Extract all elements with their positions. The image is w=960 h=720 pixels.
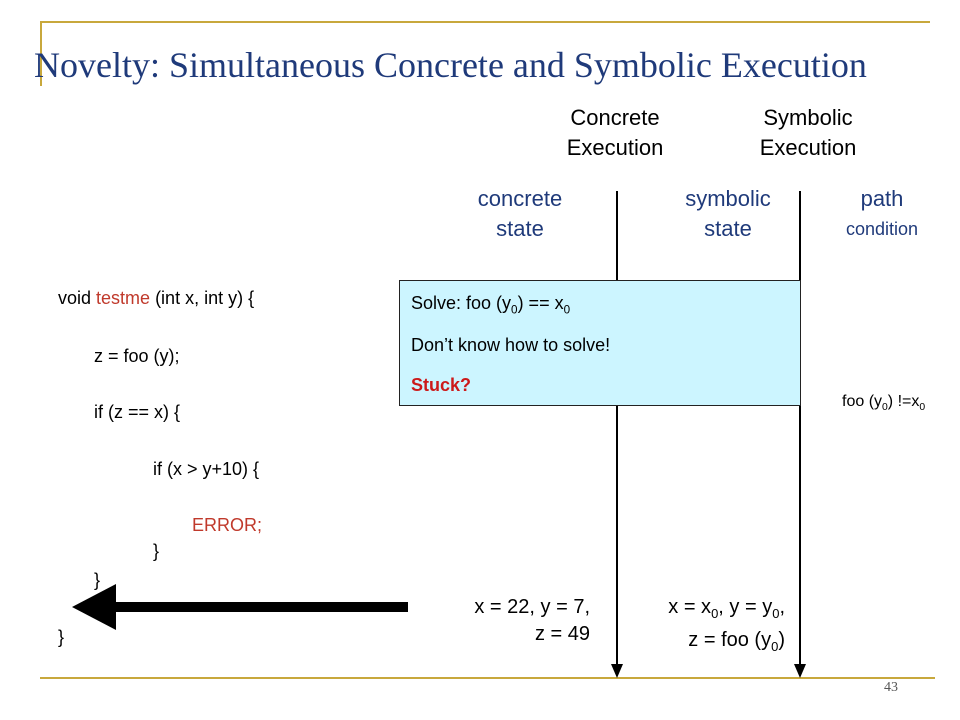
- symbolic-exec-arrowhead: [794, 664, 806, 678]
- pc-pre: foo (y: [842, 393, 883, 410]
- concrete-state-values: [430, 594, 590, 648]
- sym-l1-sub2: 0: [772, 606, 780, 621]
- concrete-execution-header-line1: Concrete: [570, 105, 660, 130]
- sym-l2-sub: 0: [771, 639, 779, 654]
- sym-l1-a: x = x: [668, 596, 712, 618]
- solve-text-pre: Solve: foo (y: [411, 293, 512, 313]
- solve-sub-1: 0: [511, 303, 518, 317]
- path-condition-label: [812, 184, 952, 244]
- code-line-2: z = foo (y);: [94, 346, 180, 366]
- concrete-execution-header: [540, 103, 690, 163]
- sym-l2-a: z = foo (y: [688, 629, 772, 651]
- sym-l1-b: , y = y: [718, 596, 773, 618]
- concrete-execution-header-line2: Execution: [566, 135, 664, 160]
- pc-sub-2: 0: [919, 402, 926, 414]
- symbolic-state-label: [658, 184, 798, 244]
- solver-callout-box: [399, 280, 801, 406]
- concrete-state-label: [450, 184, 590, 244]
- code-void: void: [58, 288, 97, 308]
- symbolic-state-line2: [610, 627, 785, 660]
- code-params: (int x, int y) {: [150, 288, 255, 308]
- code-line-4: if (x > y+10) {: [153, 459, 260, 479]
- symbolic-execution-header-line2: Execution: [759, 135, 857, 160]
- code-line-8: }: [58, 627, 65, 647]
- path-condition-label-line2: condition: [845, 219, 919, 239]
- code-line-5-error: ERROR;: [192, 515, 263, 535]
- slide-title: Novelty: Simultaneous Concrete and Symbolic Execution: [34, 45, 867, 85]
- symbolic-execution-header-line1: Symbolic: [763, 105, 853, 130]
- stuck-line: Stuck?: [411, 375, 472, 395]
- code-line-3: if (z == x) {: [94, 402, 181, 422]
- symbolic-execution-header: [733, 103, 883, 163]
- symbolic-state-label-line2: state: [704, 216, 752, 241]
- code-function-name: testme: [96, 288, 151, 308]
- code-line-6: }: [153, 541, 160, 561]
- dont-know-line: Don’t know how to solve!: [411, 335, 611, 355]
- concrete-state-label-line1: concrete: [477, 186, 563, 211]
- page-number: 43: [884, 680, 898, 695]
- concrete-state-line2: z = 49: [534, 623, 590, 645]
- symbolic-state-values: [610, 594, 785, 660]
- solve-sub-2: 0: [563, 303, 571, 317]
- concrete-state-label-line2: state: [496, 216, 544, 241]
- symbolic-state-line1: [610, 594, 785, 627]
- path-condition-value: [842, 393, 925, 413]
- solve-line: [411, 293, 570, 317]
- symbolic-state-label-line1: symbolic: [685, 186, 771, 211]
- pc-sub-1: 0: [882, 402, 888, 414]
- path-condition-label-line1: path: [860, 186, 904, 211]
- concrete-exec-arrowhead: [611, 664, 623, 678]
- solve-text-post: ) == x: [517, 293, 564, 313]
- sym-l1-sub1: 0: [711, 606, 719, 621]
- concrete-state-line1: x = 22, y = 7,: [474, 596, 590, 618]
- sym-l1-c: ,: [779, 596, 785, 618]
- code-line-7: }: [94, 570, 101, 590]
- sym-l2-b: ): [778, 629, 785, 651]
- code-line-1: [58, 288, 254, 309]
- pc-mid: ) !=x: [887, 393, 920, 410]
